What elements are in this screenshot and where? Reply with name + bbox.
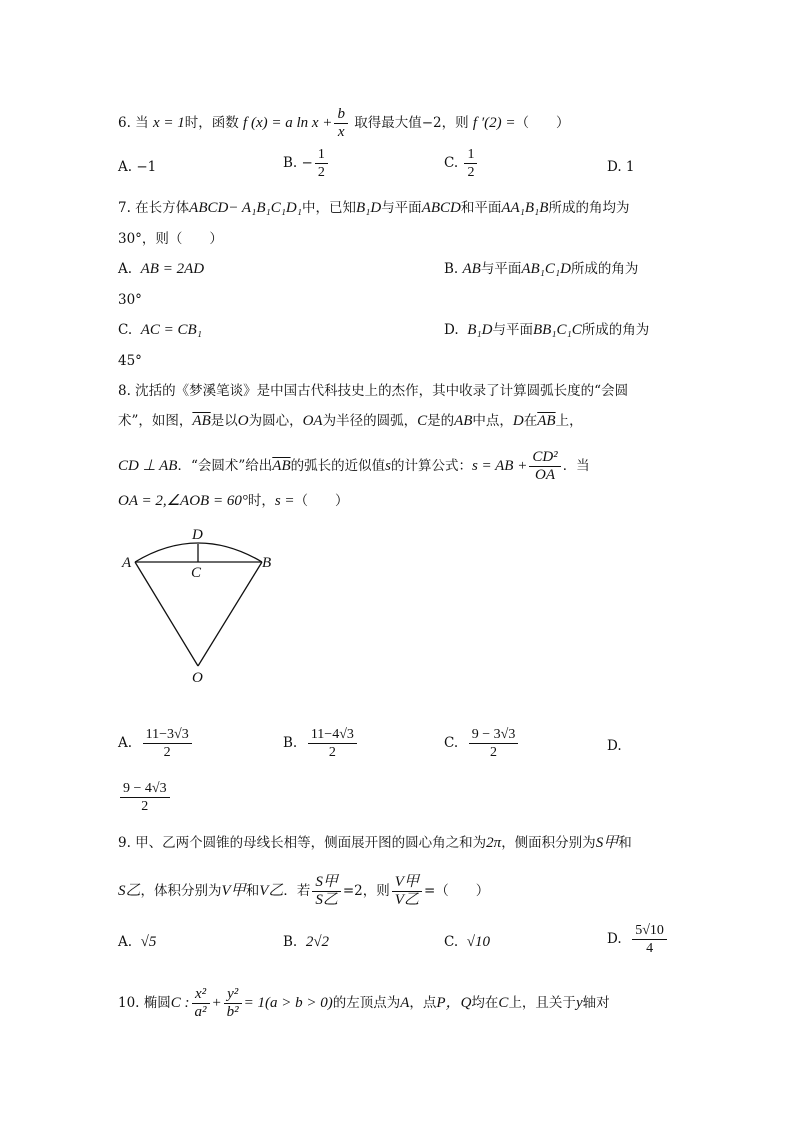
q9-option-c: C. √10 <box>444 934 490 950</box>
q7-option-d-continued: 45° <box>118 353 142 369</box>
question-9-stem-line2: S乙，体积分别为V甲和V乙．若 $\frac{\text{S甲}}{\text{S乙}}$ =2，则 $\frac{\text{V甲}}{\text{V乙}}$ =（ ） <box>118 874 490 908</box>
question-10-stem: 10. 椭圆C : $\frac{\text{x²}}{\text{a²}}$ + $\frac{\text{y²}}{\text{b²}}$ = 1(a > b > 0)的左顶点为A，点P，Q均在C上，且关于y轴对 <box>118 986 610 1020</box>
q7-option-d: D. B₁D与平面BB₁C₁C所成的角为 <box>444 322 650 338</box>
question-8-stem-line1: 8. 沈括的《梦溪笔谈》是中国古代科技史上的杰作，其中收录了计算圆弧长度的“会圆 <box>118 383 629 399</box>
segment-ao <box>135 562 198 666</box>
label-b: B <box>262 555 272 571</box>
q9-option-b: B. 2√2 <box>283 934 330 950</box>
q8-option-c: C. $\frac{9 - 3√3}{2}$ <box>444 726 520 761</box>
q6-option-c: C. $\frac{1}{2}$ <box>444 146 479 181</box>
fraction-b-over-x: $\frac{b}{x}$ <box>334 106 348 141</box>
question-8-stem-line3: CD ⊥ AB．“会圆术”给出$\overline{AB}$的弧长的近似值s的计算公式：s = AB + $\frac{\text{CD²}}{OA}$ ．当 <box>118 449 590 483</box>
q7-option-b: B. AB与平面AB₁C₁D所成的角为 <box>444 261 639 277</box>
q7-option-b-continued: 30° <box>118 292 142 308</box>
q9-option-a: A. √5 <box>118 934 157 950</box>
q7-option-c: C. AC = CB₁ <box>118 322 202 338</box>
q8-option-b: B. $\frac{11-4√3}{2}$ <box>283 726 359 761</box>
q9-option-d: D. $\frac{5√10}{4}$ <box>607 922 669 957</box>
label-d: D <box>192 527 203 543</box>
q8-option-d: $\frac{9 - 4√3}{2}$ <box>118 780 172 815</box>
segment-bo <box>198 562 262 666</box>
question-7-stem-line2: 30°，则（ ） <box>118 231 223 247</box>
question-6-stem: 6. 当 x = 1时，函数 f (x) = a ln x + $\frac{b}{x}$ 取得最大值−2，则 f ′(2) =（ ） <box>118 106 570 140</box>
label-o: O <box>192 670 203 686</box>
question-9-stem-line1: 9. 甲、乙两个圆锥的母线长相等，侧面展开图的圆心角之和为2π，侧面积分别为S甲和 <box>118 835 632 851</box>
q6-option-a: A. −1 <box>118 159 157 175</box>
sector-figure <box>110 520 280 690</box>
question-8-stem-line2: 术”，如图，$\overline{AB}$是以O为圆心，OA为半径的圆弧，C是的AB中点，D在$\overline{AB}$上， <box>118 413 583 429</box>
q7-option-a: A. AB = 2AD <box>118 261 205 277</box>
q8-option-d-label: D. <box>607 738 622 754</box>
question-8-stem-line4: OA = 2,∠AOB = 60°时，s =（ ） <box>118 493 349 509</box>
label-c: C <box>191 565 202 581</box>
label-a: A <box>122 555 132 571</box>
q6-option-d: D. 1 <box>607 159 635 175</box>
q8-option-a: A. $\frac{11-3√3}{2}$ <box>118 726 194 761</box>
q6-option-b: B. − $\frac{1}{2}$ <box>283 146 330 181</box>
question-7-stem-line1: 7. 在长方体ABCD− A₁B₁C₁D₁中，已知B₁D与平面ABCD和平面AA₁B₁B所成的角均为 <box>118 200 630 216</box>
